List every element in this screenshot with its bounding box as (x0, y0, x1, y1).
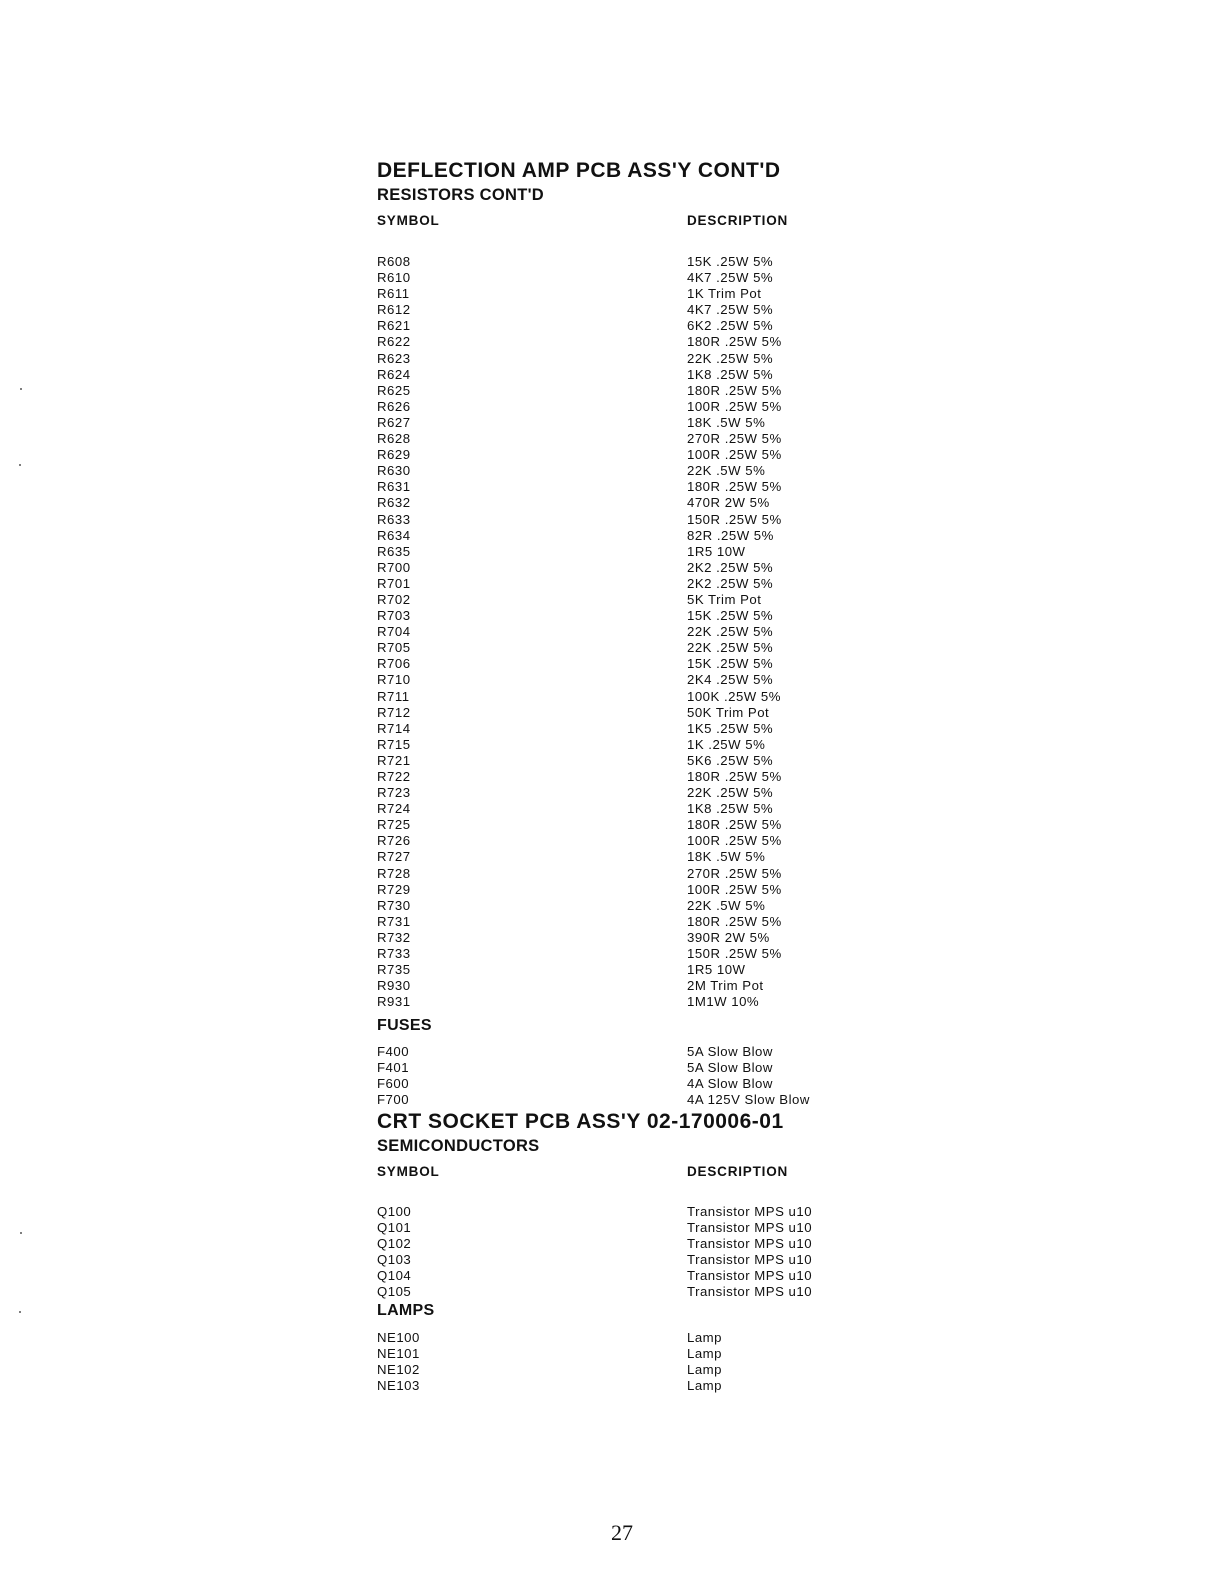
lamp-row (377, 1330, 857, 1346)
symbol-cell: R715 (377, 736, 411, 752)
symbol-cell: R727 (377, 849, 411, 865)
semiconductor-row (377, 1252, 857, 1268)
resistor-row (377, 721, 857, 737)
symbol-cell: R621 (377, 318, 411, 334)
symbol-cell: Q103 (377, 1252, 412, 1268)
resistor-row (377, 528, 857, 544)
resistor-row (377, 753, 857, 769)
scan-speck (19, 1311, 21, 1313)
scan-speck (19, 464, 21, 466)
description-cell: 180R .25W 5% (687, 769, 782, 784)
resistor-row (377, 882, 857, 898)
description-cell: 180R .25W 5% (687, 334, 782, 350)
page-number: 27 (611, 1520, 633, 1545)
description-cell: 1K Trim Pot (687, 286, 762, 302)
description-cell: 180R .25W 5% (687, 382, 782, 398)
lamp-row (377, 1362, 857, 1378)
resistor-row (377, 672, 857, 688)
resistor-row (377, 286, 857, 302)
resistor-row (377, 318, 857, 334)
resistor-row (377, 431, 857, 447)
description-cell: 22K .25W 5% (687, 350, 774, 366)
fuse-row (377, 1076, 857, 1092)
fuse-row (377, 1044, 857, 1060)
symbol-cell: R703 (377, 608, 411, 624)
symbol-cell: Q104 (377, 1268, 412, 1284)
symbol-cell: R612 (377, 302, 411, 318)
symbol-cell: R724 (377, 801, 411, 817)
symbol-cell: R705 (377, 640, 411, 656)
symbol-cell: R728 (377, 865, 411, 881)
description-cell: 18K .5W 5% (687, 849, 766, 865)
symbol-cell: R700 (377, 559, 411, 575)
description-cell: Transistor MPS u10 (687, 1204, 813, 1219)
scan-speck (20, 388, 22, 390)
symbol-cell: R635 (377, 543, 411, 559)
description-cell: 4K7 .25W 5% (687, 302, 774, 318)
resistor-row (377, 544, 857, 560)
resistor-row (377, 463, 857, 479)
resistor-row (377, 737, 857, 753)
symbol-cell: R631 (377, 479, 411, 495)
symbol-cell: R711 (377, 688, 410, 704)
description-cell: 22K .5W 5% (687, 463, 766, 479)
resistor-row (377, 302, 857, 318)
description-cell: 22K .25W 5% (687, 785, 774, 801)
description-cell: 6K2 .25W 5% (687, 318, 774, 334)
description-cell: Lamp (687, 1330, 722, 1345)
symbol-cell: R702 (377, 591, 411, 607)
description-cell: 15K .25W 5% (687, 608, 774, 624)
resistor-row (377, 785, 857, 801)
semiconductor-row (377, 1204, 857, 1220)
resistor-row (377, 978, 857, 994)
resistor-row (377, 930, 857, 946)
description-cell: 1K .25W 5% (687, 736, 766, 752)
symbol-cell: R622 (377, 334, 411, 350)
description-cell: 5A Slow Blow (687, 1044, 773, 1059)
symbol-cell: F700 (377, 1092, 410, 1108)
description-cell: Lamp (687, 1362, 722, 1378)
symbol-cell: R623 (377, 350, 411, 366)
description-cell: 5K6 .25W 5% (687, 752, 774, 768)
symbol-cell: R714 (377, 720, 411, 736)
symbol-cell: R611 (377, 286, 410, 302)
symbol-cell: NE102 (377, 1362, 420, 1378)
description-cell: 15K .25W 5% (687, 656, 774, 672)
description-cell: 180R .25W 5% (687, 913, 782, 929)
resistor-row (377, 367, 857, 383)
semiconductor-row (377, 1268, 857, 1284)
resistor-row (377, 383, 857, 399)
symbol-column-header: SYMBOL (377, 213, 440, 228)
lamp-row (377, 1378, 857, 1394)
symbol-cell: R710 (377, 672, 411, 688)
symbol-column-header-2: SYMBOL (377, 1164, 440, 1179)
description-cell: Lamp (687, 1346, 722, 1362)
resistor-row (377, 801, 857, 817)
description-cell: 390R 2W 5% (687, 929, 770, 945)
symbol-cell: R629 (377, 447, 411, 463)
resistor-row (377, 833, 857, 849)
description-cell: Transistor MPS u10 (687, 1220, 813, 1236)
description-cell: 1K8 .25W 5% (687, 366, 774, 382)
description-cell: 1R5 10W (687, 962, 746, 978)
resistor-row (377, 447, 857, 463)
subtitle-resistors: RESISTORS CONT'D (377, 186, 545, 204)
symbol-cell: R730 (377, 897, 411, 913)
resistor-row (377, 592, 857, 608)
description-cell: 180R .25W 5% (687, 817, 782, 833)
symbol-cell: R701 (377, 575, 411, 591)
symbol-cell: R721 (377, 752, 411, 768)
symbol-cell: R706 (377, 656, 411, 672)
description-cell: Lamp (687, 1378, 722, 1394)
resistor-row (377, 479, 857, 495)
description-cell: Transistor MPS u10 (687, 1268, 813, 1284)
symbol-cell: R630 (377, 463, 411, 479)
symbol-cell: R625 (377, 382, 411, 398)
description-cell: 1K8 .25W 5% (687, 801, 774, 817)
resistor-row (377, 512, 857, 528)
symbol-cell: R624 (377, 366, 411, 382)
description-cell: 150R .25W 5% (687, 511, 782, 527)
symbol-cell: Q105 (377, 1284, 412, 1300)
section-title-deflection-amp: DEFLECTION AMP PCB ASS'Y CONT'D (377, 159, 781, 182)
resistor-row (377, 914, 857, 930)
symbol-cell: NE101 (377, 1346, 420, 1362)
description-cell: 4A 125V Slow Blow (687, 1092, 810, 1108)
symbol-cell: Q102 (377, 1236, 412, 1252)
symbol-cell: R733 (377, 946, 411, 962)
semiconductor-list (377, 1204, 857, 1301)
symbol-cell: R704 (377, 624, 411, 640)
description-cell: 1M1W 10% (687, 994, 760, 1010)
resistor-row (377, 849, 857, 865)
description-cell: 270R .25W 5% (687, 431, 782, 447)
description-cell: 5K Trim Pot (687, 591, 762, 607)
symbol-cell: R729 (377, 881, 411, 897)
symbol-cell: R633 (377, 511, 411, 527)
resistor-row (377, 817, 857, 833)
resistor-list (377, 254, 857, 1010)
fuse-row (377, 1060, 857, 1076)
symbol-cell: F400 (377, 1044, 410, 1059)
symbol-cell: R626 (377, 398, 411, 414)
description-cell: 180R .25W 5% (687, 479, 782, 495)
symbol-cell: Q101 (377, 1220, 412, 1236)
description-column-header-2: DESCRIPTION (687, 1164, 789, 1179)
symbol-cell: R930 (377, 978, 411, 994)
semiconductor-row (377, 1220, 857, 1236)
resistor-row (377, 705, 857, 721)
resistor-row (377, 962, 857, 978)
description-cell: 150R .25W 5% (687, 946, 782, 962)
description-cell: 82R .25W 5% (687, 527, 774, 543)
description-cell: 2K2 .25W 5% (687, 575, 774, 591)
description-cell: 18K .5W 5% (687, 414, 766, 430)
description-cell: Transistor MPS u10 (687, 1252, 813, 1268)
resistor-row (377, 254, 857, 270)
lamp-list (377, 1330, 857, 1394)
resistor-row (377, 898, 857, 914)
description-cell: 2M Trim Pot (687, 978, 764, 994)
resistor-row (377, 624, 857, 640)
description-cell: 470R 2W 5% (687, 495, 770, 511)
description-cell: 4K7 .25W 5% (687, 270, 774, 286)
resistor-row (377, 994, 857, 1010)
symbol-cell: R628 (377, 431, 411, 447)
symbol-cell: R731 (377, 913, 411, 929)
description-cell: 2K2 .25W 5% (687, 559, 774, 575)
resistor-row (377, 334, 857, 350)
description-cell: 15K .25W 5% (687, 254, 774, 269)
fuses-heading: FUSES (377, 1017, 432, 1034)
description-cell: 100R .25W 5% (687, 447, 782, 463)
description-cell: Transistor MPS u10 (687, 1284, 813, 1300)
resistor-row (377, 689, 857, 705)
section-title-crt-socket: CRT SOCKET PCB ASS'Y 02-170006-01 (377, 1110, 784, 1133)
symbol-cell: Q100 (377, 1204, 412, 1219)
resistor-row (377, 576, 857, 592)
subtitle-semiconductors: SEMICONDUCTORS (377, 1137, 540, 1155)
symbol-cell: R608 (377, 254, 411, 269)
resistor-row (377, 608, 857, 624)
symbol-cell: R627 (377, 414, 411, 430)
resistor-row (377, 640, 857, 656)
description-cell: 4A Slow Blow (687, 1076, 773, 1092)
description-cell: 22K .25W 5% (687, 624, 774, 640)
lamps-heading: LAMPS (377, 1302, 435, 1319)
symbol-cell: R725 (377, 817, 411, 833)
description-cell: 270R .25W 5% (687, 865, 782, 881)
symbol-cell: R610 (377, 270, 411, 286)
symbol-cell: F401 (377, 1060, 410, 1076)
symbol-cell: R732 (377, 929, 411, 945)
description-cell: 1K5 .25W 5% (687, 720, 774, 736)
description-cell: 22K .25W 5% (687, 640, 774, 656)
symbol-cell: NE100 (377, 1330, 420, 1345)
symbol-cell: R632 (377, 495, 411, 511)
resistor-row (377, 399, 857, 415)
symbol-cell: R931 (377, 994, 411, 1010)
description-cell: 50K Trim Pot (687, 704, 770, 720)
description-cell: 1R5 10W (687, 543, 746, 559)
scan-speck (20, 1232, 22, 1234)
description-cell: 100K .25W 5% (687, 688, 781, 704)
description-column-header: DESCRIPTION (687, 213, 789, 228)
symbol-cell: R726 (377, 833, 411, 849)
resistor-row (377, 866, 857, 882)
resistor-row (377, 946, 857, 962)
symbol-cell: R723 (377, 785, 411, 801)
symbol-cell: R712 (377, 704, 411, 720)
symbol-cell: R634 (377, 527, 411, 543)
description-cell: Transistor MPS u10 (687, 1236, 813, 1252)
description-cell: 2K4 .25W 5% (687, 672, 774, 688)
description-cell: 5A Slow Blow (687, 1060, 773, 1076)
resistor-row (377, 351, 857, 367)
description-cell: 100R .25W 5% (687, 833, 782, 849)
resistor-row (377, 769, 857, 785)
description-cell: 100R .25W 5% (687, 881, 782, 897)
symbol-cell: R735 (377, 962, 411, 978)
symbol-cell: R722 (377, 769, 411, 784)
description-cell: 100R .25W 5% (687, 398, 782, 414)
description-cell: 22K .5W 5% (687, 897, 766, 913)
semiconductor-row (377, 1236, 857, 1252)
fuse-list (377, 1044, 857, 1108)
resistor-row (377, 656, 857, 672)
fuse-row (377, 1092, 857, 1108)
symbol-cell: F600 (377, 1076, 410, 1092)
semiconductor-row (377, 1284, 857, 1300)
lamp-row (377, 1346, 857, 1362)
resistor-row (377, 560, 857, 576)
resistor-row (377, 415, 857, 431)
resistor-row (377, 270, 857, 286)
symbol-cell: NE103 (377, 1378, 420, 1394)
resistor-row (377, 495, 857, 511)
